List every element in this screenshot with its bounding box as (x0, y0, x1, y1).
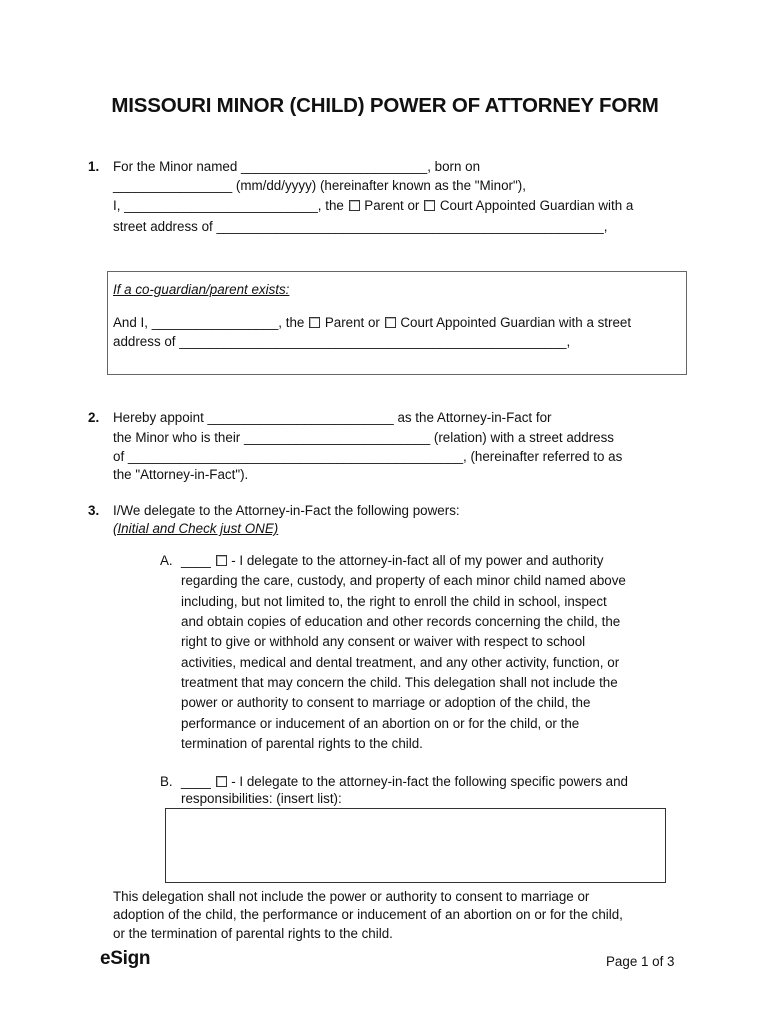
page-title: MISSOURI MINOR (CHILD) POWER OF ATTORNEY FORM (111, 94, 659, 117)
option-a-line-1 (181, 552, 603, 570)
coguardian-line-2: address of ____________________________________________________, (113, 334, 571, 349)
section-2-line-1: Hereby appoint _________________________ as the Attorney-in-Fact for (113, 410, 552, 425)
coguardian-guardian-label: Court Appointed Guardian with a street (396, 315, 632, 330)
section-3-instruction: (Initial and Check just ONE) (113, 521, 279, 536)
section-1-line-3 (113, 197, 633, 215)
minor-parent-name-text: I, __________________________, the (113, 198, 348, 213)
option-b-text: - I delegate to the attorney-in-fact the following specific powers and (227, 774, 628, 789)
delegation-note-line-1: This delegation shall not include the power or authority to consent to marriage or (113, 889, 590, 904)
esign-logo: eSign (100, 948, 151, 969)
option-b-checkbox[interactable] (216, 776, 227, 787)
option-a-letter: A. (160, 553, 173, 568)
page-number: Page 1 of 3 (606, 954, 675, 969)
section-2-line-4: the "Attorney-in-Fact"). (113, 467, 249, 482)
option-a-line-2: regarding the care, custody, and property of each minor child named above (181, 573, 626, 588)
option-a-line-7: treatment that may concern the child. This delegation shall not include the (181, 675, 618, 690)
section-3-intro: I/We delegate to the Attorney-in-Fact the following powers: (113, 503, 460, 518)
option-a-line-9: performance or inducement of an abortion on or for the child, or the (181, 716, 580, 731)
option-a-text: - I delegate to the attorney-in-fact all of my power and authority (227, 553, 604, 568)
delegation-note-line-2: adoption of the child, the performance or inducement of an abortion on or for the child, (113, 907, 623, 922)
section-2-line-3: of _____________________________________________, (hereinafter referred to as (113, 449, 623, 464)
section-1-line-2: ________________ (mm/dd/yyyy) (hereinafter known as the "Minor"), (113, 178, 526, 193)
option-a-line-5: right to give or withhold any consent or waiver with respect to school (181, 634, 586, 649)
specific-powers-input-box[interactable] (165, 808, 666, 883)
coguardian-name-text: And I, _________________, the (113, 315, 309, 330)
guardian-label: Court Appointed Guardian with a (436, 198, 634, 213)
option-a-line-3: including, but not limited to, the right to enroll the child in school, inspect (181, 594, 607, 609)
guardian-checkbox[interactable] (424, 200, 435, 211)
coguardian-heading: If a co-guardian/parent exists: (113, 282, 290, 297)
parent-checkbox[interactable] (349, 200, 360, 211)
option-a-line-8: power or authority to consent to marriage or adoption of the child, the (181, 695, 591, 710)
option-a-line-4: and obtain copies of education and other records concerning the child, the (181, 614, 621, 629)
option-b-line-2: responsibilities: (insert list): (181, 791, 342, 806)
coguardian-parent-label: Parent or (321, 315, 384, 330)
option-b-line-1 (181, 773, 628, 791)
coguardian-guardian-checkbox[interactable] (385, 317, 396, 328)
option-a-checkbox[interactable] (216, 555, 227, 566)
option-a-line-10: termination of parental rights to the child. (181, 736, 423, 751)
section-3-number: 3. (88, 503, 100, 518)
option-a-line-6: activities, medical and dental treatment, and any other activity, function, or (181, 655, 620, 670)
section-1-line-4: street address of ____________________________________________________, (113, 219, 608, 234)
parent-label: Parent or (360, 198, 424, 213)
coguardian-parent-checkbox[interactable] (309, 317, 320, 328)
section-2-number: 2. (88, 410, 100, 425)
coguardian-line-1 (113, 314, 631, 332)
option-a-initial-blank: ____ (181, 553, 215, 568)
option-b-letter: B. (160, 774, 173, 789)
section-1-line-1: For the Minor named _________________________, born on (113, 159, 481, 174)
section-2-line-2: the Minor who is their _________________________ (relation) with a street address (113, 430, 614, 445)
option-b-initial-blank: ____ (181, 774, 215, 789)
section-1-number: 1. (88, 159, 100, 174)
delegation-note-line-3: or the termination of parental rights to the child. (113, 926, 393, 941)
